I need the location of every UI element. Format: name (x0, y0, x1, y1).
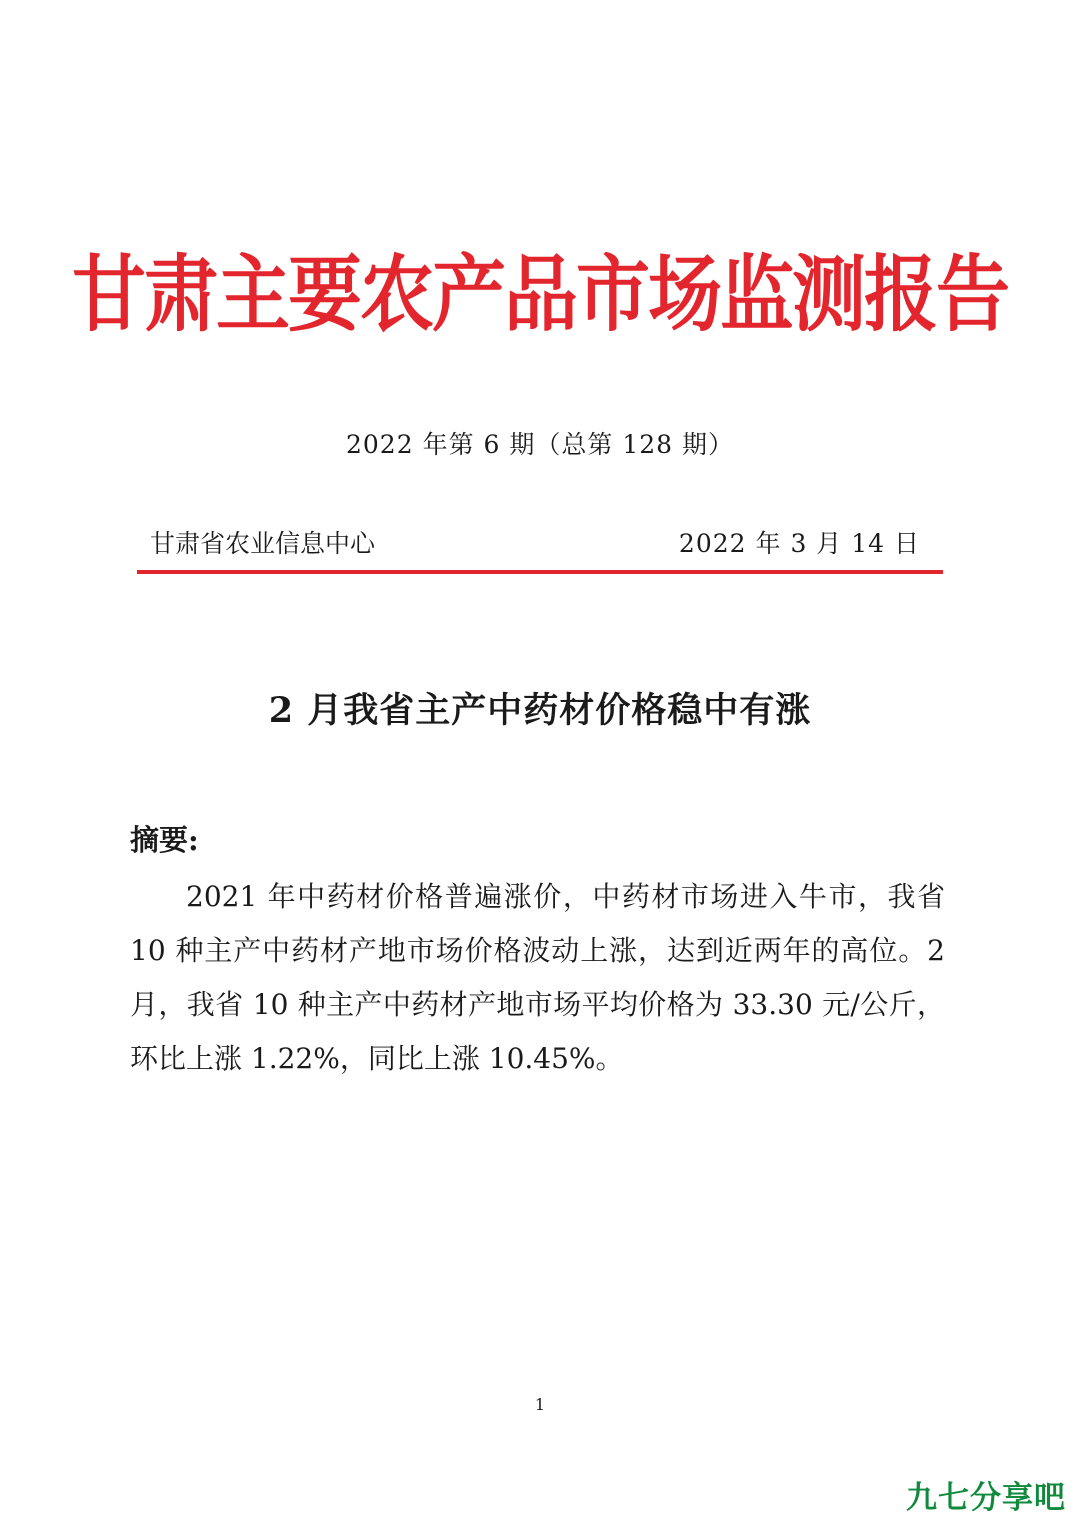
publish-date: 2022 年 3 月 14 日 (678, 529, 920, 558)
red-divider-line (137, 570, 943, 574)
abstract-paragraph: 2021 年中药材价格普遍涨价，中药材市场进入牛市，我省 10 种主产中药材产地市场价格波动上涨，达到近两年的高位。2 月，我省 10 种主产中药材产地市场平均价格为 33.30 元/公斤，环比上涨 1.22%，同比上涨 10.45%。 (130, 880, 945, 1075)
report-masthead-title: 甘肃主要农产品市场监测报告 (72, 246, 1008, 344)
watermark-logo: 九七分享吧 (906, 1480, 1066, 1516)
article-title: 2 月我省主产中药材价格稳中有涨 (268, 690, 812, 731)
page-number: 1 (534, 1395, 546, 1414)
issue-number: 2022 年第 6 期（总第 128 期） (346, 430, 734, 459)
publisher-row (138, 524, 920, 564)
publisher-organization: 甘肃省农业信息中心 (150, 529, 376, 558)
abstract-label: 摘要: (130, 823, 199, 857)
